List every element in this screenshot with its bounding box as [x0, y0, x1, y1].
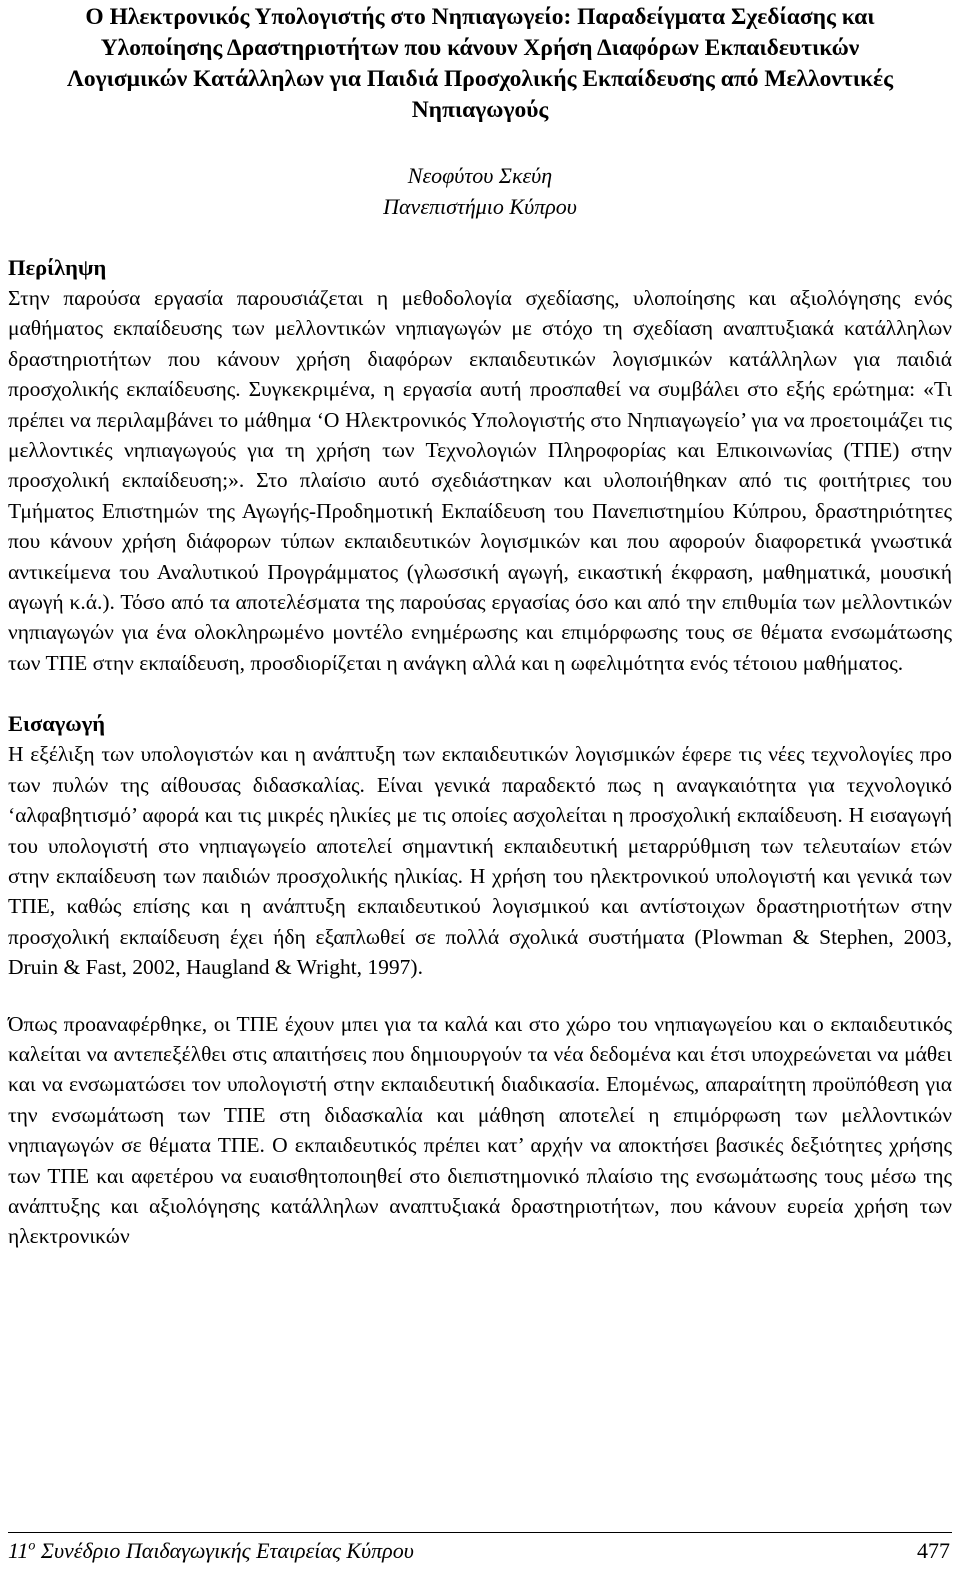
introduction-paragraph-2: Όπως προαναφέρθηκε, οι ΤΠΕ έχουν μπει για τα καλά και στο χώρο του νηπιαγωγείου και ο εκπαιδευτικός καλείται να αντεπεξέλθει στις απαιτήσεις που δημιουργούν τα νέα δεδομένα και έτσι υποχρεώνεται να μάθει και να ενσωματώσει τον υπολογιστή στην εκπαιδευτική διαδικασία. Επομένως, απαραίτητη προϋπόθεση για την ενσωμάτωση των ΤΠΕ στη διδασκαλία και μάθηση αποτελεί η επιμόρφωση των μελλοντικών νηπιαγωγών σε θέματα ΤΠΕ. Ο εκπαιδευτικός πρέπει κατ’ αρχήν να αποκτήσει βασικές δεξιότητες χρήσης των ΤΠΕ και αφετέρου να ευαισθητοποιηθεί στο διεπιστημονικό πλαίσιο της ενσωμάτωσης τους μέσω της ανάπτυξης και αξιολόγησης κατάλληλων αναπτυξιακά δραστηριοτήτων, που κάνουν ευρεία χρήση των ηλεκτρονικών	[8, 1011, 952, 1249]
author-name: Νεοφύτου Σκεύη	[407, 163, 553, 188]
title-line: Νηπιαγωγούς	[411, 97, 549, 123]
introduction-heading: Εισαγωγή	[8, 711, 106, 737]
conference-ordinal: 11	[8, 1538, 29, 1563]
introduction-paragraph-1: Η εξέλιξη των υπολογιστών και η ανάπτυξη των εκπαιδευτικών λογισμικών έφερε τις νέες τεχνολογίες προ των πυλών της αίθουσας διδασκαλίας. Είναι γενικά παραδεκτό πως η αναγκαιότητα για τεχνολογικό ‘αλφαβητισμό’ αφορά και τις μικρές ηλικίες με τις οποίες ασχολείται η προσχολική εκπαίδευση. Η εισαγωγή του υπολογιστή στο νηπιαγωγείο αποτελεί σημαντική εκπαιδευτική μεταρρύθμιση των τελευταίων ετών στην εκπαίδευση των παιδιών προσχολικής ηλικίας. Η χρήση του ηλεκτρονικού υπολογιστή και γενικά των ΤΠΕ, καθώς επίσης και η ανάπτυξη εκπαιδευτικού λογισμικού και αντίστοιχων δραστηριοτήτων στην προσχολική εκπαίδευση έχει ήδη εξαπλωθεί σε πολλά σχολικά συστήματα (Plowman & Stephen, 2003, Druin & Fast, 2002, Haugland & Wright, 1997).	[8, 742, 952, 980]
paper-title	[8, 0, 952, 126]
footer-divider	[8, 1532, 952, 1533]
title-line: Λογισμικών Κατάλληλων για Παιδιά Προσχολικής Εκπαίδευσης από Μελλοντικές	[67, 66, 893, 92]
title-line: Ο Ηλεκτρονικός Υπολογιστής στο Νηπιαγωγείο: Παραδείγματα Σχεδίασης και	[85, 4, 875, 30]
conference-ordinal-suffix: ο	[28, 1538, 36, 1554]
conference-title: Συνέδριο Παιδαγωγικής Εταιρείας Κύπρου	[35, 1538, 414, 1563]
abstract-heading: Περίληψη	[8, 255, 107, 280]
conference-name	[8, 1536, 414, 1566]
page-number: 477	[917, 1538, 950, 1563]
author-block	[8, 160, 952, 222]
abstract-text: Στην παρούσα εργασία παρουσιάζεται η μεθοδολογία σχεδίασης, υλοποίησης και αξιολόγησης ενός μαθήματος εκπαίδευσης των μελλοντικών νηπιαγωγών με στόχο τη σχεδίαση αναπτυξιακά κατάλληλων δραστηριοτήτων που κάνουν χρήση διαφόρων εκπαιδευτικών λογισμικών κατάλληλων για παιδιά προσχολικής εκπαίδευσης. Συγκεκριμένα, η εργασία αυτή προσπαθεί να συμβάλει στο εξής ερώτημα: «Τι πρέπει να περιλαμβάνει το μάθημα ‘Ο Ηλεκτρονικός Υπολογιστής στο Νηπιαγωγείο’ για να προετοιμάζει τις μελλοντικές νηπιαγωγούς για τη χρήση των Τεχνολογιών Πληροφορίας και Επικοινωνίας (ΤΠΕ) στην προσχολική εκπαίδευση;». Στο πλαίσιο αυτό σχεδιάστηκαν και υλοποιήθηκαν από τις φοιτήτριες του Τμήματος Επιστημών της Αγωγής-Προδημοτική Εκπαίδευση του Πανεπιστημίου Κύπρου, δραστηριότητες που κάνουν χρήση διάφορων τύπων εκπαιδευτικών λογισμικών και που αφορούν διαφορετικά γνωστικά αντικείμενα του Αναλυτικού Προγράμματος (γλωσσική αγωγή, εικαστική έκφραση, μαθηματικά, μουσική αγωγή κ.ά.). Τόσο από τα αποτελέσματα της παρούσας εργασίας όσο και από την επιθυμία των μελλοντικών νηπιαγωγών για ένα ολοκληρωμένο μοντέλο ενημέρωσης και επιμόρφωσης τους σε θέματα ενσωμάτωσης των ΤΠΕ στην εκπαίδευση, προσδιορίζεται η ανάγκη αλλά και η ωφελιμότητα ενός τέτοιου μαθήματος.	[8, 286, 952, 675]
author-affiliation: Πανεπιστήμιο Κύπρου	[383, 194, 577, 219]
title-line: Υλοποίησης Δραστηριοτήτων που κάνουν Χρήση Διαφόρων Εκπαιδευτικών	[100, 35, 860, 61]
page-footer	[8, 1536, 950, 1566]
